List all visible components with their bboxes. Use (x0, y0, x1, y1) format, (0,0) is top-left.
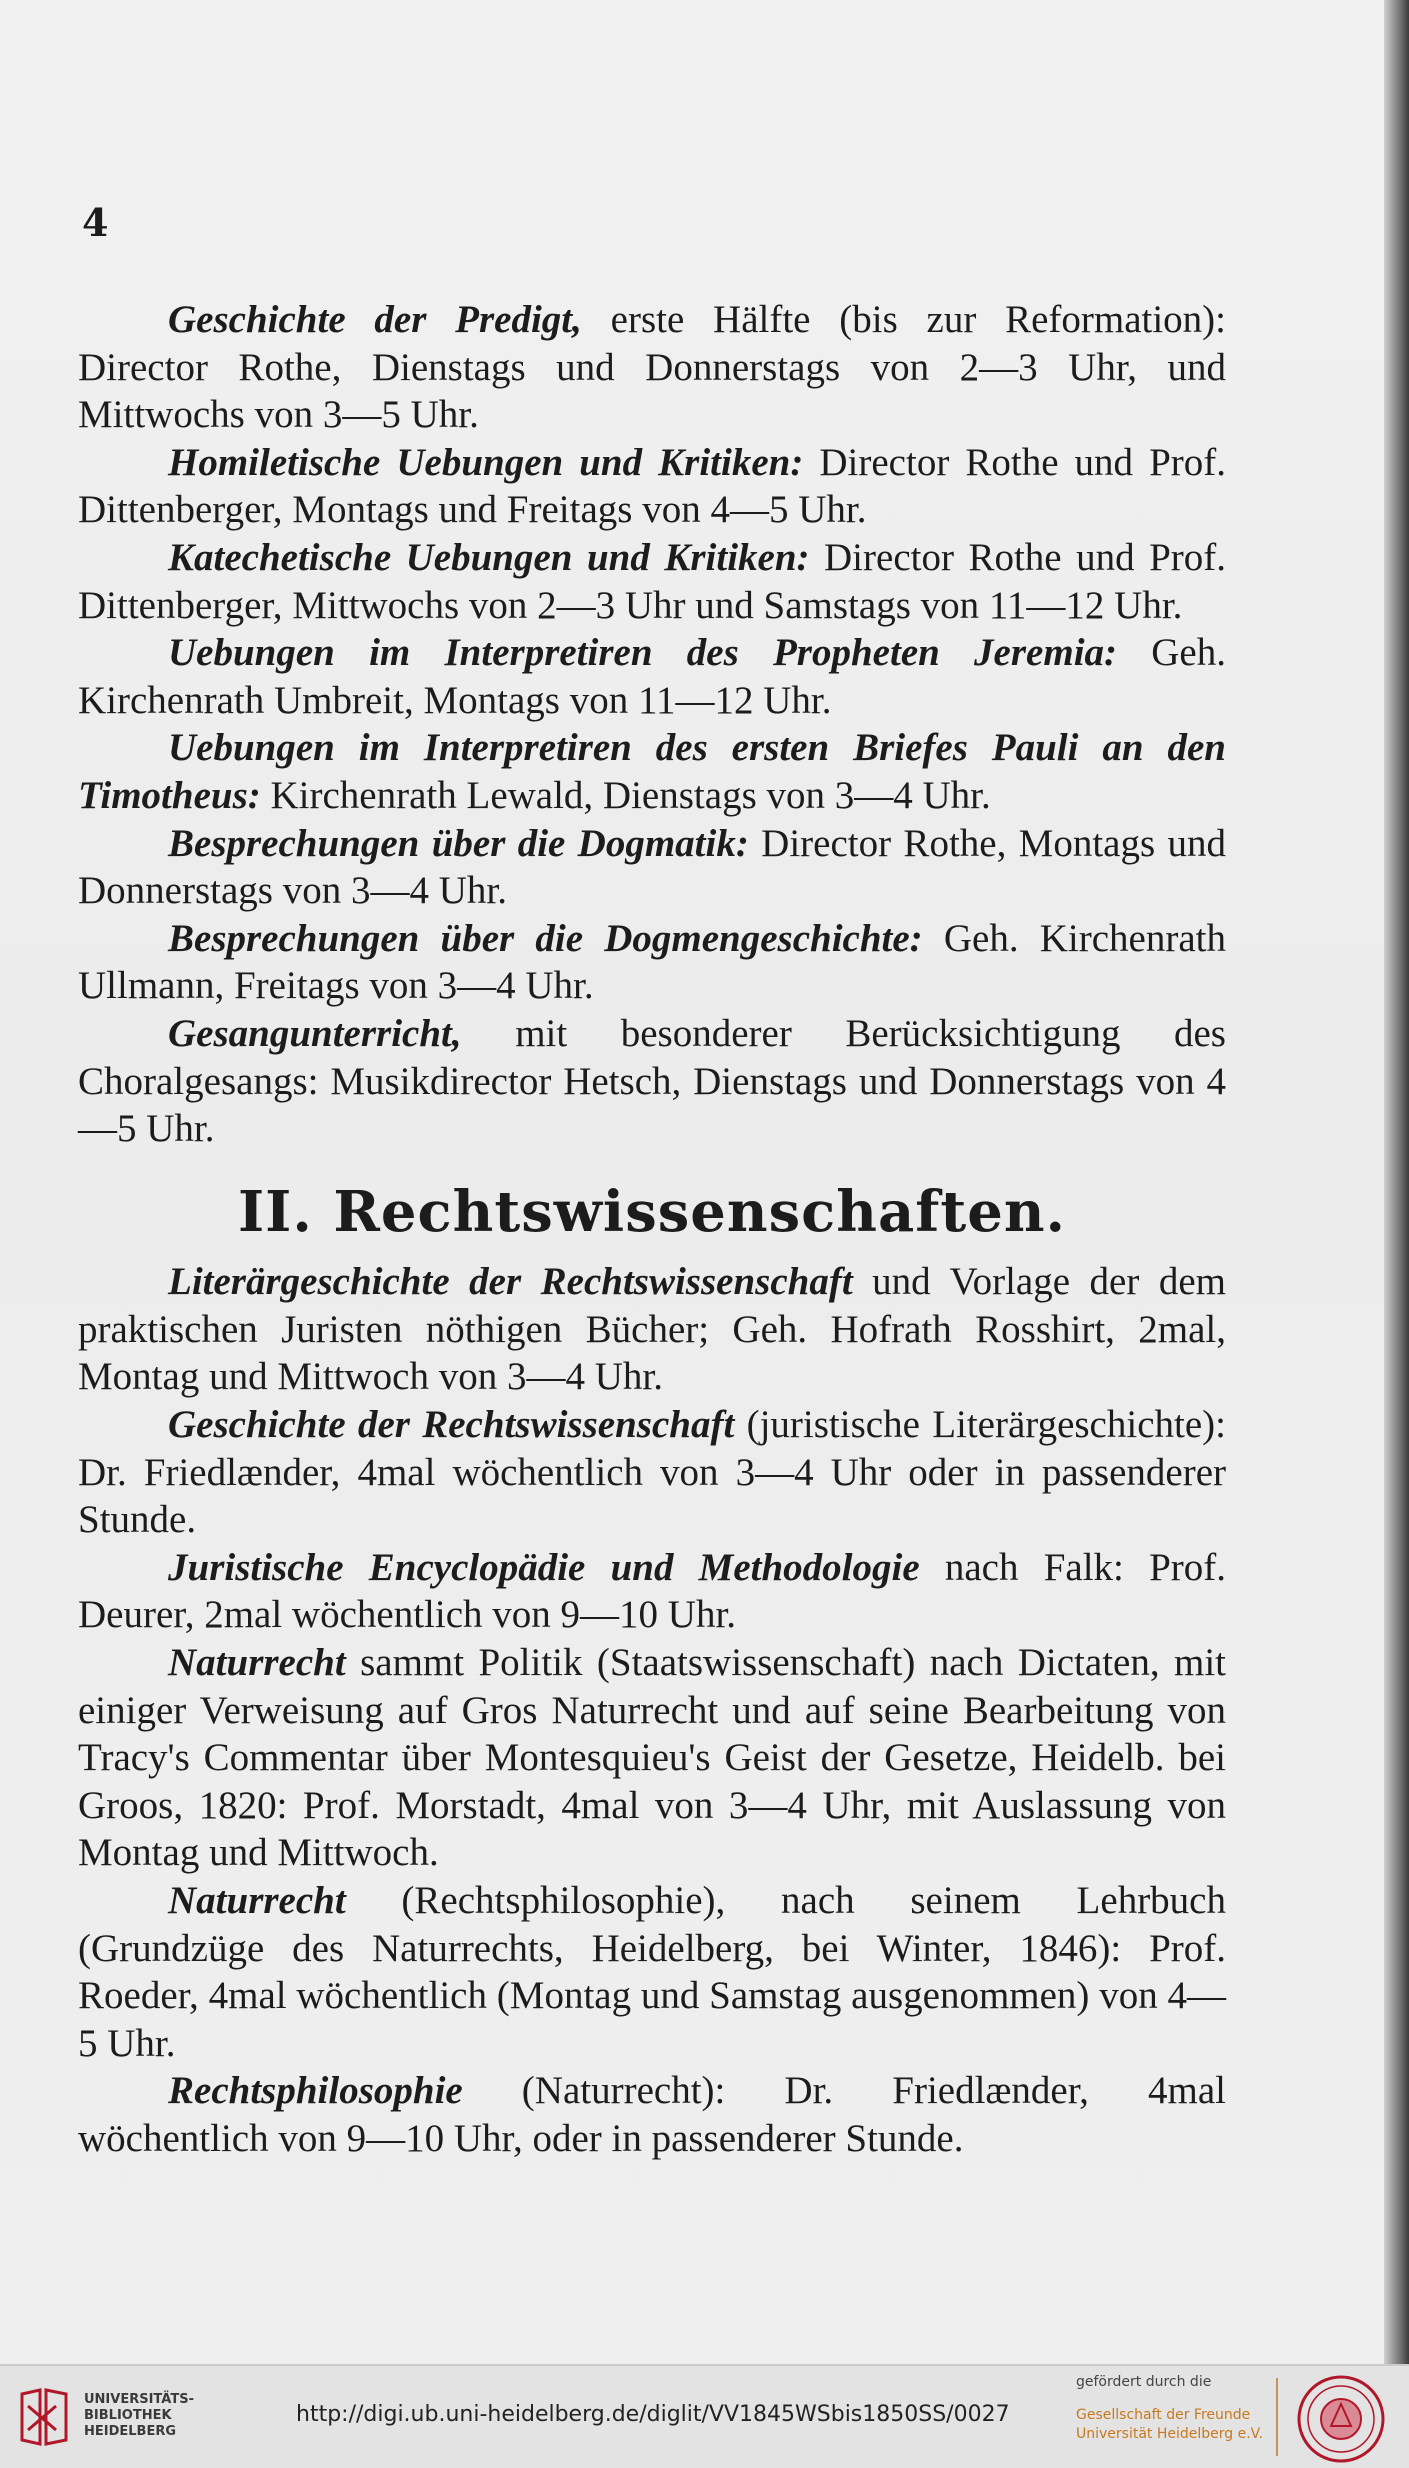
course-details: Director Rothe und Prof. Dittenberger, Mittwochs von 2—3 Uhr und Samstags von 11—12 Uhr. (78, 535, 1226, 627)
page-edge-shadow (1384, 0, 1409, 2364)
course-details: Director Rothe und Prof. Dittenberger, Montags und Freitags von 4—5 Uhr. (78, 440, 1226, 532)
listing-paragraph (78, 724, 1226, 819)
listing-paragraph (78, 439, 1226, 534)
course-title: Homiletische Uebungen und Kritiken: (168, 440, 804, 484)
listing-paragraph (78, 296, 1226, 439)
course-title: Katechetische Uebungen und Kritiken: (168, 535, 810, 579)
course-title: Literärgeschichte der Rechtswissenschaft (168, 1260, 853, 1304)
course-title: Juristische Encyclopädie und Methodologie (168, 1545, 920, 1589)
listing-paragraph (78, 1639, 1226, 1877)
sponsor-label: gefördert durch die (1076, 2374, 1212, 2390)
course-details: nach Falk: Prof. Deurer, 2mal wöchentlich von 9—10 Uhr. (78, 1545, 1226, 1637)
listing-paragraph (78, 1544, 1226, 1639)
course-details: Director Rothe, Montags und Donnerstags von 3—4 Uhr. (78, 821, 1226, 913)
course-title: Naturrecht (168, 1879, 346, 1922)
course-title: Uebungen im Interpretiren des ersten Briefes Pauli an den Timotheus: (78, 726, 1226, 817)
footer-divider (1276, 2378, 1278, 2456)
listing-paragraph (78, 1877, 1226, 2067)
course-title: Geschichte der Rechtswissenschaft (168, 1403, 735, 1447)
listing-paragraph (78, 915, 1226, 1010)
library-name-line: HEIDELBERG (84, 2424, 177, 2439)
course-title: Besprechungen über die Dogmengeschichte: (168, 916, 923, 960)
viewer-footer (0, 2364, 1409, 2468)
library-name[interactable] (84, 2392, 204, 2440)
library-name-line: BIBLIOTHEK (84, 2408, 172, 2423)
course-title: Gesangunterricht, (168, 1011, 462, 1055)
listing-paragraph (78, 534, 1226, 629)
listing-paragraph (78, 1401, 1226, 1544)
course-details: mit besonderer Berücksichtigung des Choralgesangs: Musikdirector Hetsch, Dienstags und Donnerstags von 4—5 Uhr. (78, 1011, 1226, 1151)
course-title: Besprechungen über die Dogmatik: (168, 821, 749, 865)
course-title: Rechtsphilosophie (168, 2069, 463, 2113)
listing-paragraph (78, 629, 1226, 724)
course-details: Geh. Kirchenrath Ullmann, Freitags von 3—4 Uhr. (78, 916, 1226, 1008)
course-title: Uebungen im Interpretiren des Propheten Jeremia: (168, 631, 1118, 675)
course-details: Kirchenrath Lewald, Dienstags von 3—4 Uhr. (260, 773, 991, 817)
listing-paragraph (78, 2067, 1226, 2162)
page-number: 4 (82, 200, 109, 245)
section-heading: II. Rechtswissenschaften. (237, 1178, 1067, 1245)
lecture-listing (78, 296, 1226, 2163)
course-details: sammt Politik (Staatswissenschaft) nach Dictaten, mit einiger Verweisung auf Gros Naturrecht und auf seine Bearbeitung von Tracy's Commentar über Montesquieu's Geist der Gesetze, Heidelb. bei Groos, 1820: Prof. Morstadt, 4mal von 3—4 Uhr, mit Auslassung von Montag und Mittwoch. (78, 1641, 1226, 1875)
sponsor-name-line: Gesellschaft der Freunde (1076, 2407, 1251, 2423)
library-logo-icon[interactable] (16, 2386, 72, 2448)
course-details: (Rechtsphilosophie), nach seinem Lehrbuch (Grundzüge des Naturrechts, Heidelberg, bei Winter, 1846): Prof. Roeder, 4mal wöchentlich (Montag und Samstag ausgenommen) von 4—5 Uhr. (78, 1879, 1226, 2065)
course-details: (juristische Literärgeschichte): Dr. Friedlænder, 4mal wöchentlich von 3—4 Uhr oder in passenderer Stunde. (78, 1403, 1226, 1542)
course-title: Geschichte der Predigt, (168, 298, 582, 341)
course-details: und Vorlage der dem praktischen Juristen nöthigen Bücher; Geh. Hofrath Rosshirt, 2mal, Montag und Mittwoch von 3—4 Uhr. (78, 1260, 1227, 1399)
listing-paragraph (78, 820, 1226, 915)
course-details: Geh. Kirchenrath Umbreit, Montags von 11—12 Uhr. (78, 631, 1226, 722)
course-title: Naturrecht (168, 1641, 346, 1685)
listing-paragraph (78, 1258, 1226, 1401)
library-name-line: UNIVERSITÄTS- (84, 2392, 194, 2407)
sponsor-link[interactable] (1076, 2406, 1263, 2444)
course-details: erste Hälfte (bis zur Reformation): Director Rothe, Dienstags und Donnerstags von 2—3 Uhr, und Mittwochs von 3—5 Uhr. (78, 298, 1227, 437)
university-seal-icon[interactable] (1296, 2374, 1386, 2464)
permalink-url[interactable]: http://digi.ub.uni-heidelberg.de/diglit/VV1845WSbis1850SS/0027 (296, 2402, 1010, 2427)
course-details: (Naturrecht): Dr. Friedlænder, 4mal wöchentlich von 9—10 Uhr, oder in passenderer Stunde. (78, 2069, 1226, 2160)
listing-paragraph (78, 1010, 1226, 1153)
sponsor-name-line: Universität Heidelberg e.V. (1076, 2426, 1263, 2442)
